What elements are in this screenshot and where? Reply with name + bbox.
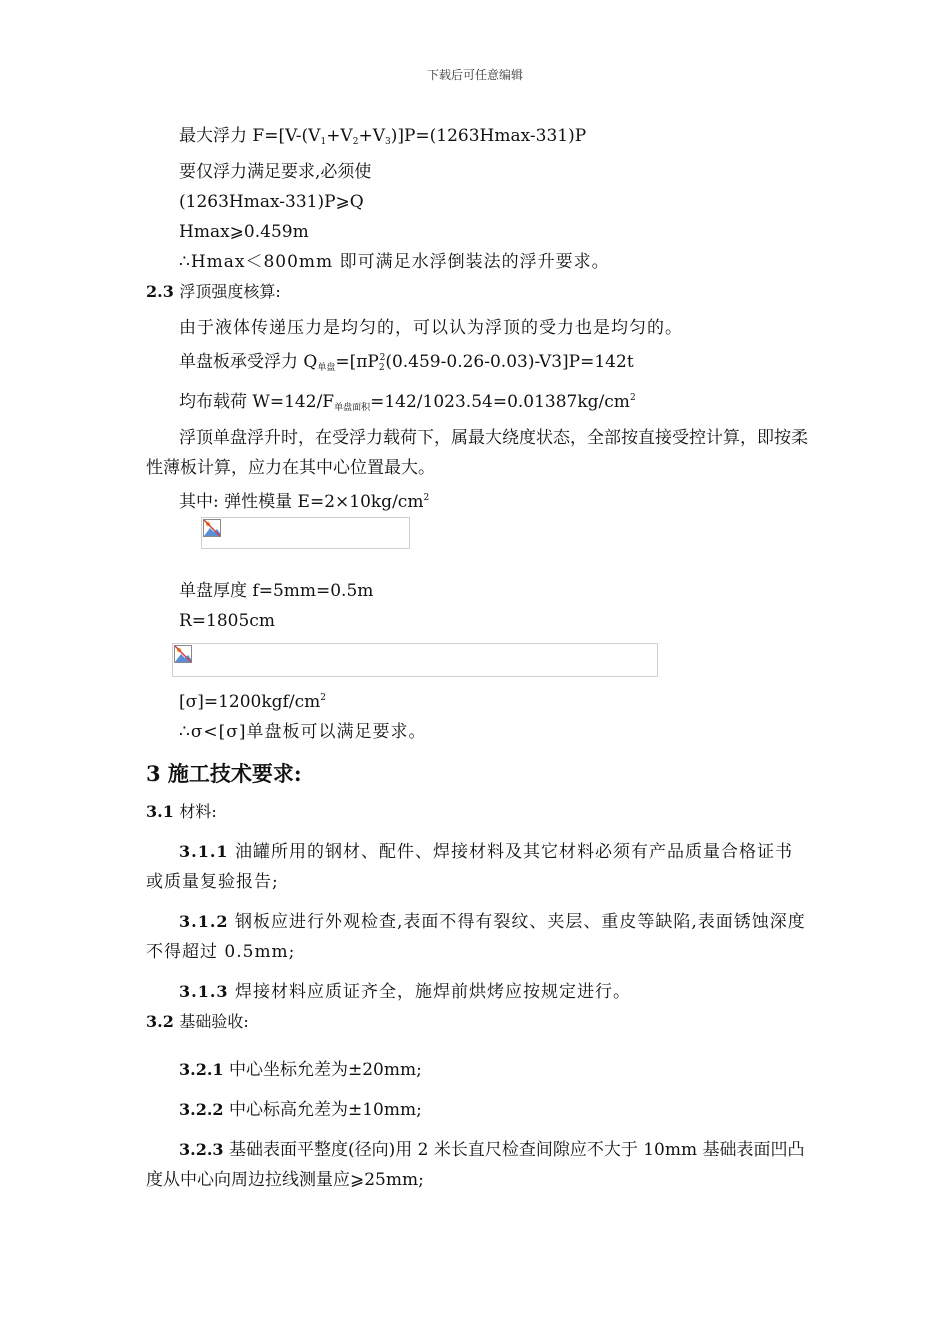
section-3-2-heading: 3.2 基础验收: <box>146 1012 249 1031</box>
radius-line: R=1805cm <box>179 611 275 631</box>
page-header: 下载后可任意编辑 <box>426 68 523 82</box>
formula-image-2 <box>172 643 658 677</box>
broken-image-icon <box>203 519 221 537</box>
allowable-stress-line: $[\sigma]=1200kgf/cm^2$ <box>179 692 326 712</box>
hmax-conclusion: ∴Hmax＜800mm 即可满足水浮倒装法的浮升要求。 <box>179 252 610 272</box>
item-3-1-3: 3.1.3 焊接材料应质证齐全，施焊前烘烤应按规定进行。 <box>179 982 631 1002</box>
item-3-2-2: 3.2.2 中心标高允差为±10mm; <box>179 1100 422 1120</box>
section-2-3-heading: 2.3 浮顶强度核算: <box>146 282 281 301</box>
max-buoyancy-formula: 最大浮力 $F=[V-(V_1+V_2+V_3)]P=(1263Hmax-331)P$ <box>179 126 587 147</box>
document-body <box>146 121 810 1195</box>
buoyancy-condition-text: 要仅浮力满足要求,必须使 <box>179 162 372 182</box>
item-3-1-1: 3.1.1 油罐所用的钢材、配件、焊接材料及其它材料必须有产品质量合格证书或质量复验报告; <box>146 842 793 892</box>
deck-stress-paragraph: 浮顶单盘浮升时，在受浮力载荷下，属最大绕度状态，全部按直接受控计算，即按柔性薄板计算，应力在其中心位置最大。 <box>146 428 808 478</box>
formula-image-1 <box>201 517 410 549</box>
hmax-result: Hmax⩾0.459m <box>179 222 309 242</box>
pressure-uniform-text: 由于液体传递压力是均匀的，可以认为浮顶的受力也是均匀的。 <box>179 318 683 338</box>
elastic-modulus-line: 其中: 弹性模量 $E=2\times 10kg/cm^2$ <box>179 492 430 512</box>
uniform-load-formula: 均布载荷 $W=142/F_{单盘面积}=142/1023.54=0.01387kg/cm^2$ <box>179 392 636 413</box>
chapter-3-heading: 3 施工技术要求: <box>146 761 302 786</box>
section-3-1-heading: 3.1 材料: <box>146 802 217 821</box>
buoyancy-inequality: (1263Hmax-331)P⩾Q <box>179 192 364 212</box>
item-3-2-1: 3.2.1 中心坐标允差为±20mm; <box>179 1060 422 1080</box>
item-3-1-2: 3.1.2 钢板应进行外观检查,表面不得有裂纹、夹层、重皮等缺陷,表面锈蚀深度不得超过 0.5mm; <box>146 912 806 962</box>
single-deck-buoyancy-formula: 单盘板承受浮力 $Q_{单盘}=[\pi P_2^2(0.459-0.26-0.03)-V3]P=142t$ <box>179 352 634 373</box>
item-3-2-3: 3.2.3 基础表面平整度(径向)用 2 米长直尺检查间隙应不大于 10mm 基础表面凹凸度从中心向周边拉线测量应⩾25mm; <box>146 1140 805 1190</box>
broken-image-icon <box>174 645 192 663</box>
deck-thickness-line: 单盘厚度 f=5mm=0.5m <box>179 581 374 601</box>
stress-conclusion: ∴σ<[σ]单盘板可以满足要求。 <box>179 722 427 742</box>
